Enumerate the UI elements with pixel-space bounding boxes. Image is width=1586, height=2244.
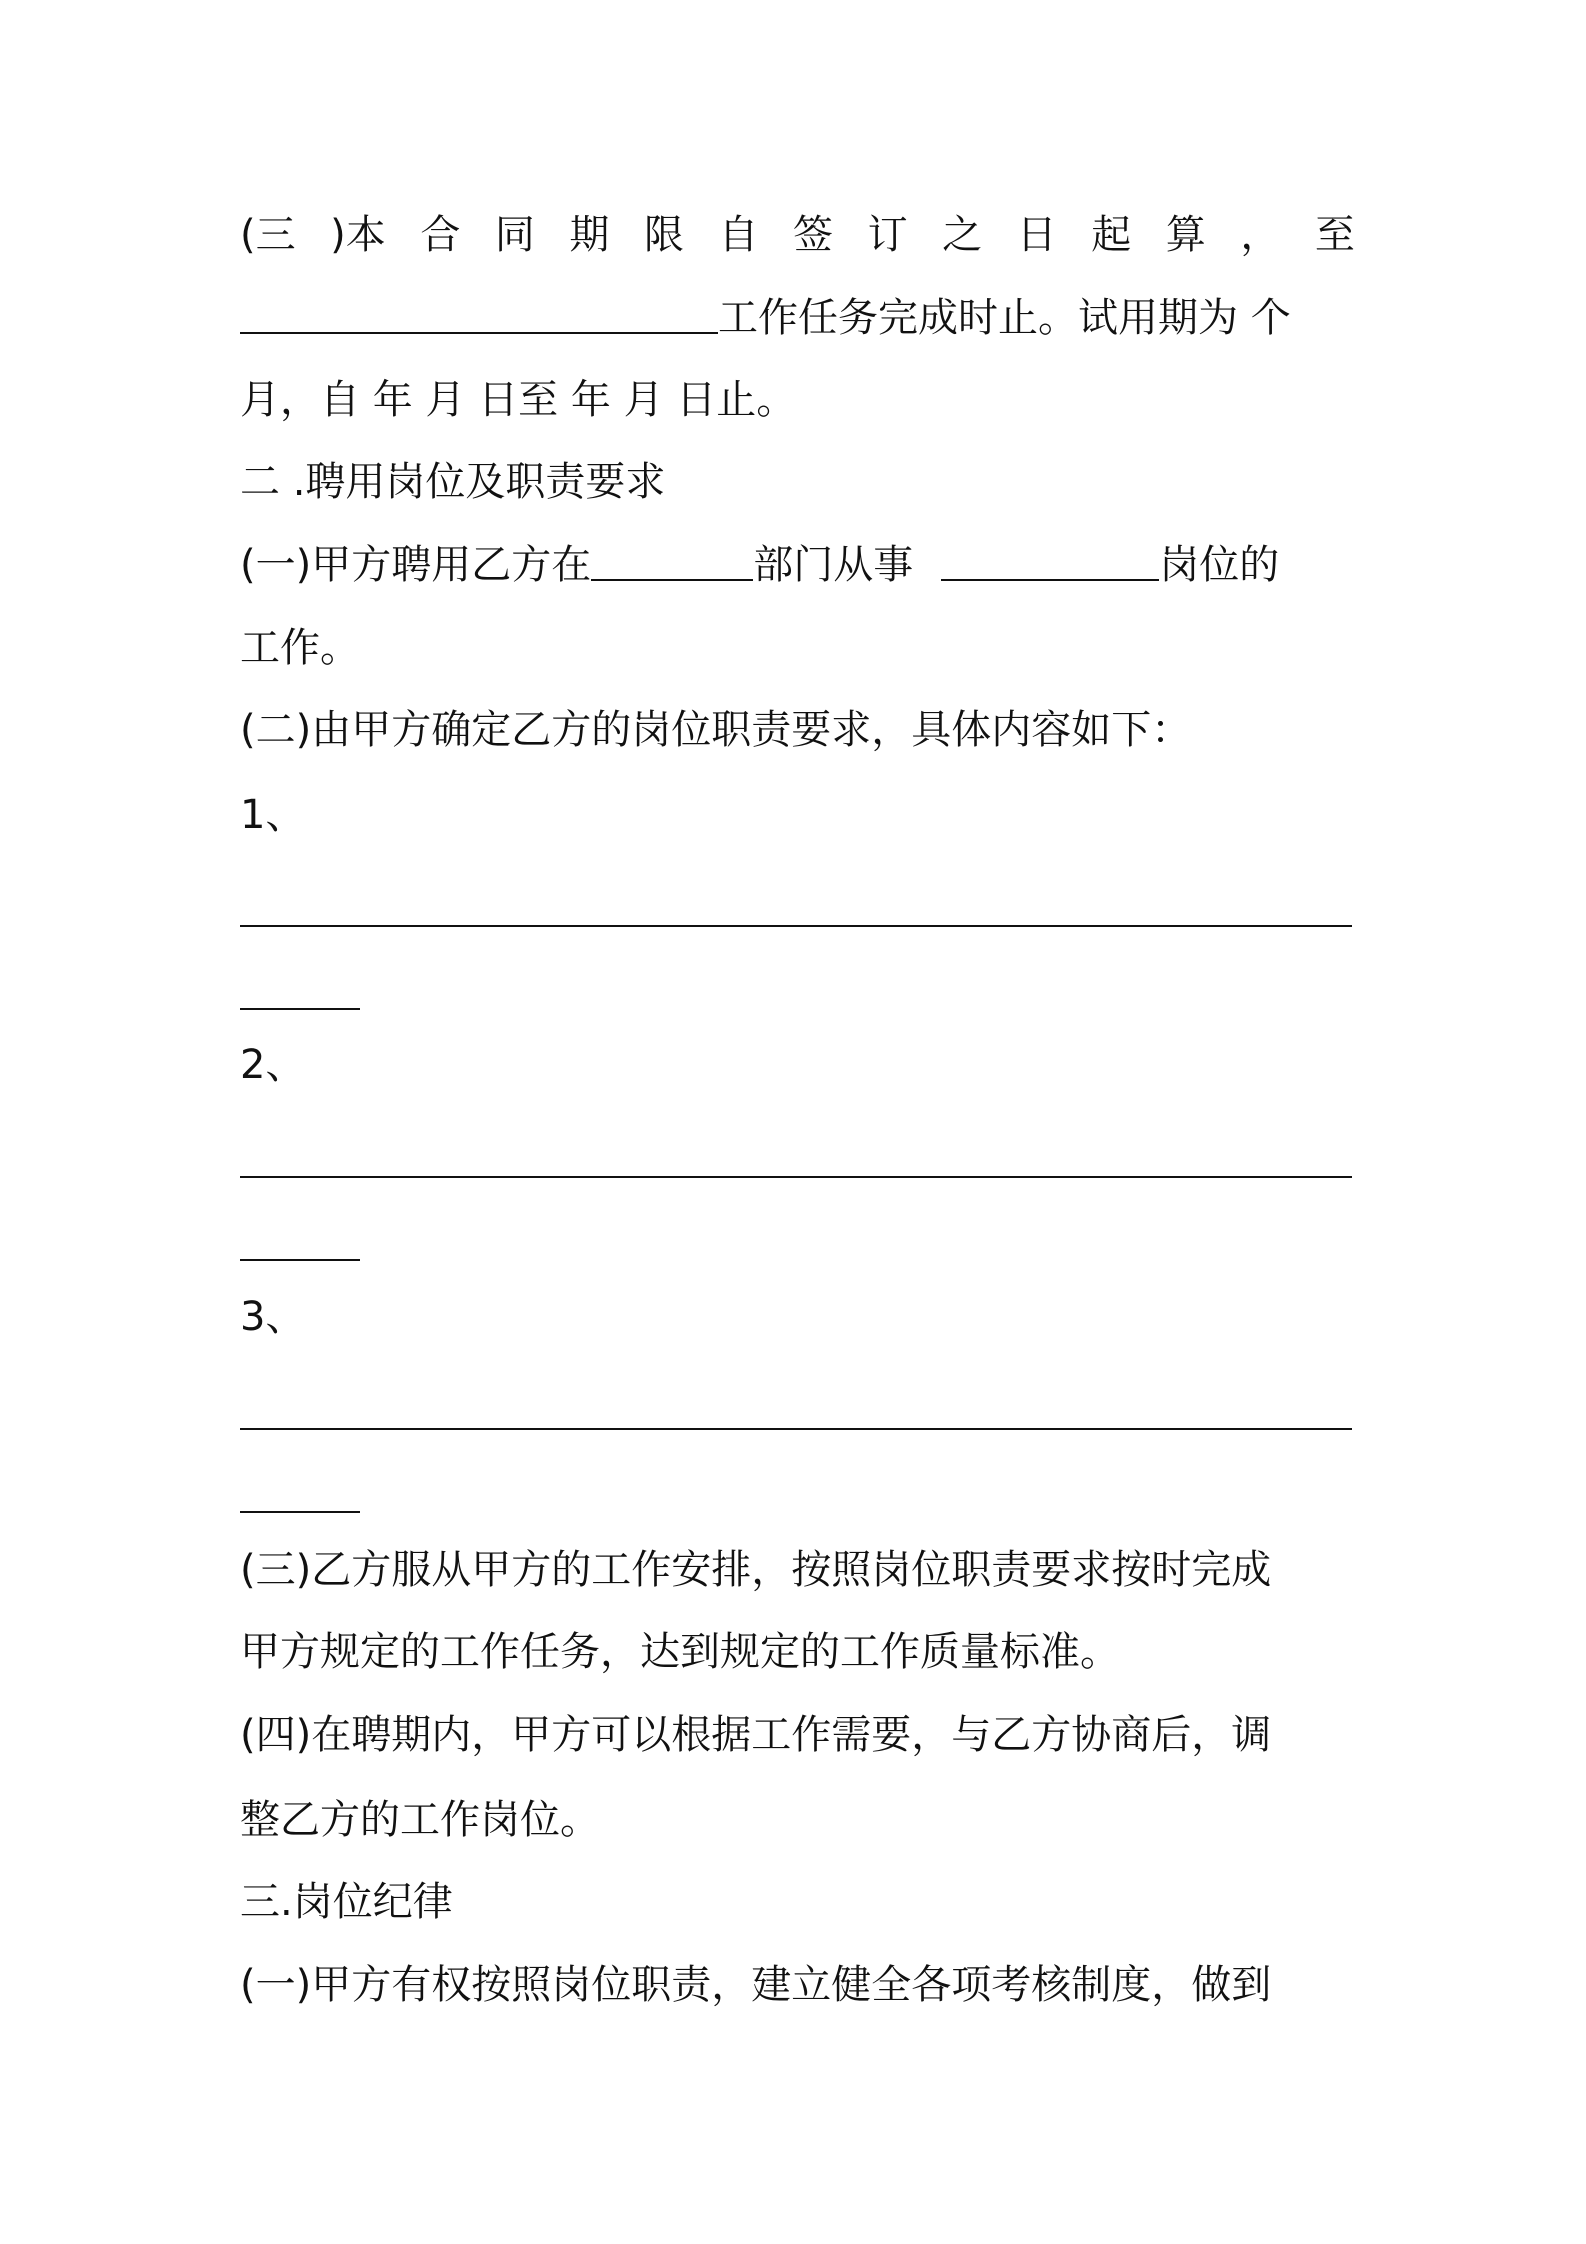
adjust-clause-line1: (四)在聘期内，甲方可以根据工作需要，与乙方协商后，调: [240, 1712, 1272, 1758]
duty-clause: (二)由甲方确定乙方的岗位职责要求，具体内容如下：: [240, 707, 1192, 753]
fill-in-line-short[interactable]: [240, 1259, 360, 1261]
adjust-clause-line2: 整乙方的工作岗位。: [240, 1797, 600, 1843]
fill-in-line[interactable]: [240, 1176, 1352, 1178]
position-text-2: 部门从事: [753, 542, 914, 588]
char: 签: [793, 212, 834, 258]
position-clause-line: [240, 535, 1355, 595]
char: (三: [240, 212, 296, 258]
char: 之: [942, 212, 983, 258]
list-item-number: 3、: [240, 1294, 306, 1340]
char: 算: [1165, 212, 1206, 258]
position-blank[interactable]: [941, 535, 1159, 581]
fill-in-line[interactable]: [240, 1428, 1352, 1430]
term-end-text: 工作任务完成时止。试用期为 个: [718, 295, 1291, 341]
list-item-number: 1、: [240, 792, 306, 838]
position-text-1: (一)甲方聘用乙方在: [240, 542, 592, 588]
department-blank[interactable]: [591, 535, 753, 581]
fill-in-blank[interactable]: [240, 288, 718, 334]
char: 日: [1016, 212, 1057, 258]
char: 至: [1314, 212, 1355, 258]
term-end-line: [240, 288, 1355, 348]
term-clause-line: [240, 205, 1355, 265]
char: 订: [867, 212, 908, 258]
char: 同: [494, 212, 535, 258]
char: 合: [420, 212, 461, 258]
discipline-clause-line1: (一)甲方有权按照岗位职责，建立健全各项考核制度，做到: [240, 1962, 1272, 2008]
char: 期: [569, 212, 610, 258]
probation-line: 月，自 年 月 日至 年 月 日止。: [240, 377, 797, 423]
section-heading: 二 .聘用岗位及职责要求: [240, 459, 666, 505]
section-heading: 三.岗位纪律: [240, 1879, 453, 1925]
obey-clause-line2: 甲方规定的工作任务，达到规定的工作质量标准。: [240, 1629, 1120, 1675]
char: 自: [718, 212, 759, 258]
char: )本: [330, 212, 386, 258]
position-clause-cont: 工作。: [240, 625, 360, 671]
list-item-number: 2、: [240, 1042, 306, 1088]
obey-clause-line1: (三)乙方服从甲方的工作安排，按照岗位职责要求按时完成: [240, 1547, 1272, 1593]
position-text-3: 岗位的: [1159, 542, 1280, 588]
fill-in-line[interactable]: [240, 925, 1352, 927]
char: 限: [643, 212, 684, 258]
char: ，: [1240, 212, 1281, 258]
char: 起: [1091, 212, 1132, 258]
fill-in-line-short[interactable]: [240, 1511, 360, 1513]
fill-in-line-short[interactable]: [240, 1008, 360, 1010]
